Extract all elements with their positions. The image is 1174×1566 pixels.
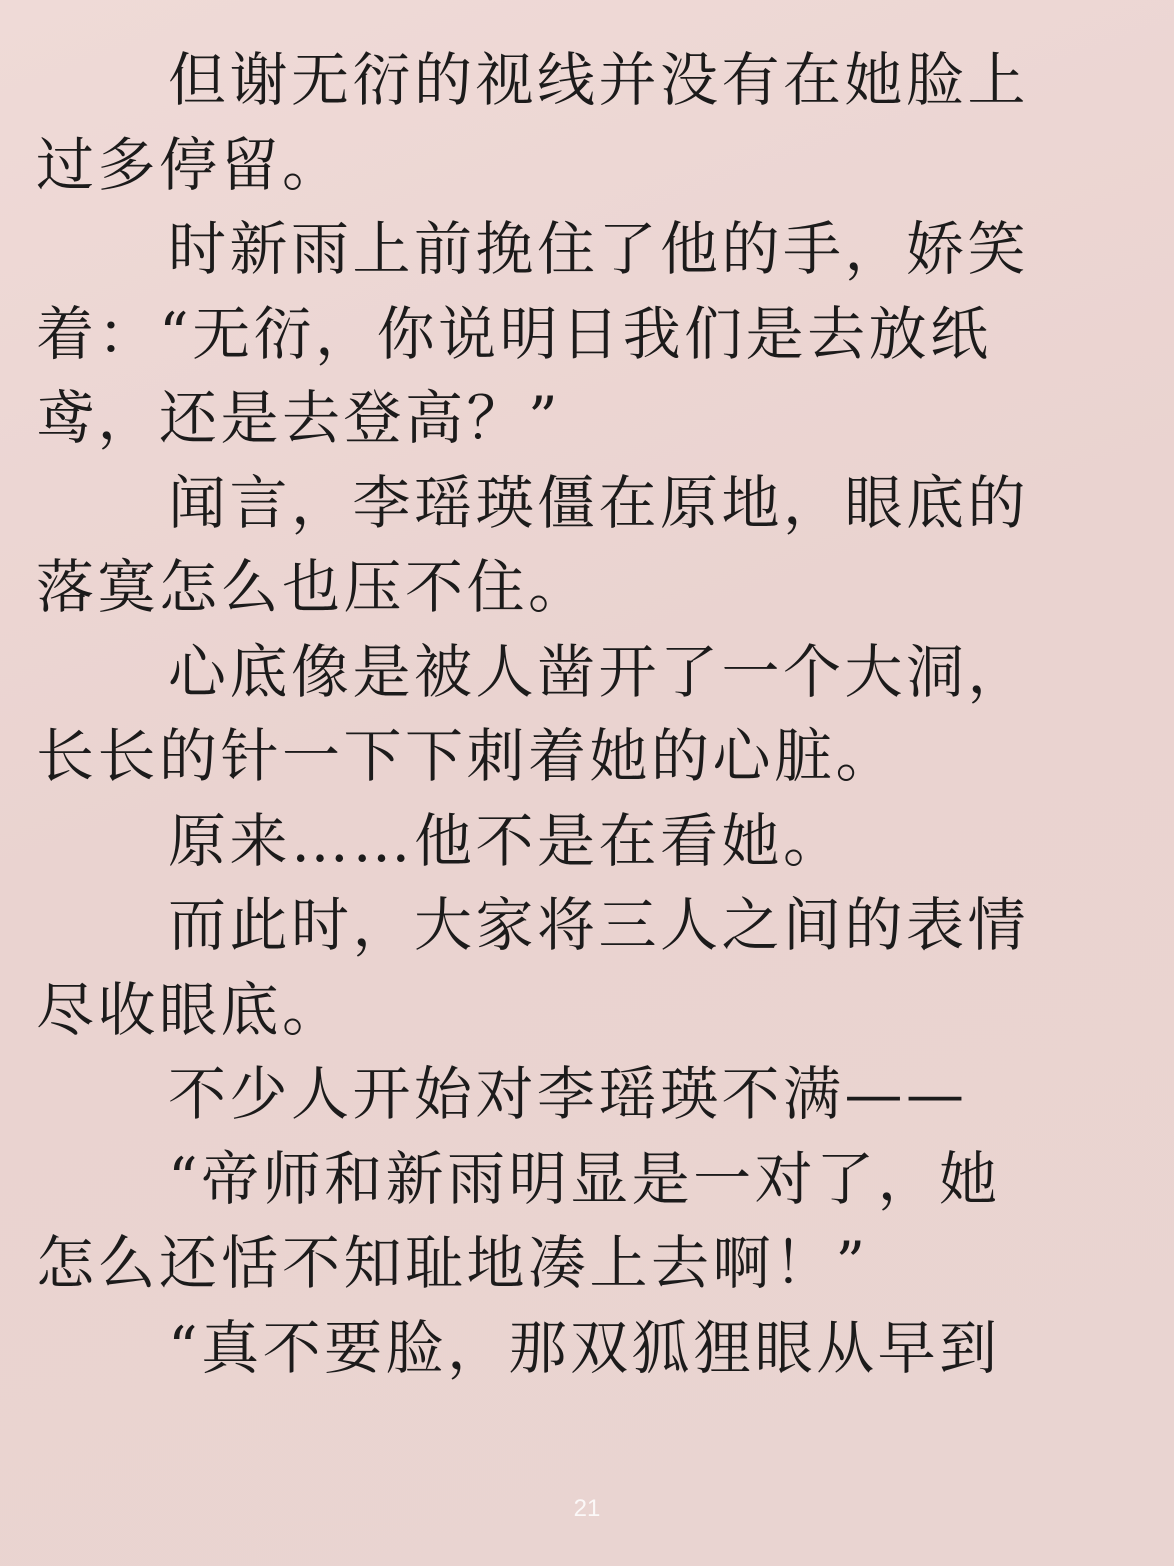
text-body	[36, 38, 1096, 1390]
text-line: “帝师和新雨明显是一对了，她	[168, 1144, 1001, 1213]
text-line: 怎么还恬不知耻地凑上去啊！”	[36, 1229, 869, 1297]
page-number: 21	[573, 1495, 601, 1522]
text-line: 长长的针一下下刺着她的心脏。	[36, 722, 898, 790]
text-line: 闻言，李瑶瑛僵在原地，眼底的	[168, 468, 1030, 537]
text-line: “真不要脸，那双狐狸眼从早到	[168, 1313, 1001, 1382]
text-line: 时新雨上前挽住了他的手，娇笑	[168, 215, 1030, 283]
text-line: 心底像是被人凿开了一个大洞，	[168, 637, 1030, 706]
text-line: 鸢，还是去登高？”	[36, 384, 562, 452]
text-line: 着：“无衍，你说明日我们是去放纸	[36, 299, 992, 368]
text-line: 尽收眼底。	[36, 975, 344, 1044]
text-line: 过多停留。	[36, 130, 344, 199]
text-line: 但谢无衍的视线并没有在她脸上	[168, 46, 1030, 114]
text-line: 原来……他不是在看她。	[168, 806, 845, 875]
text-line: 而此时，大家将三人之间的表情	[168, 891, 1030, 959]
text-line: 落寞怎么也压不住。	[36, 553, 590, 621]
text-line: 不少人开始对李瑶瑛不满——	[168, 1060, 968, 1128]
